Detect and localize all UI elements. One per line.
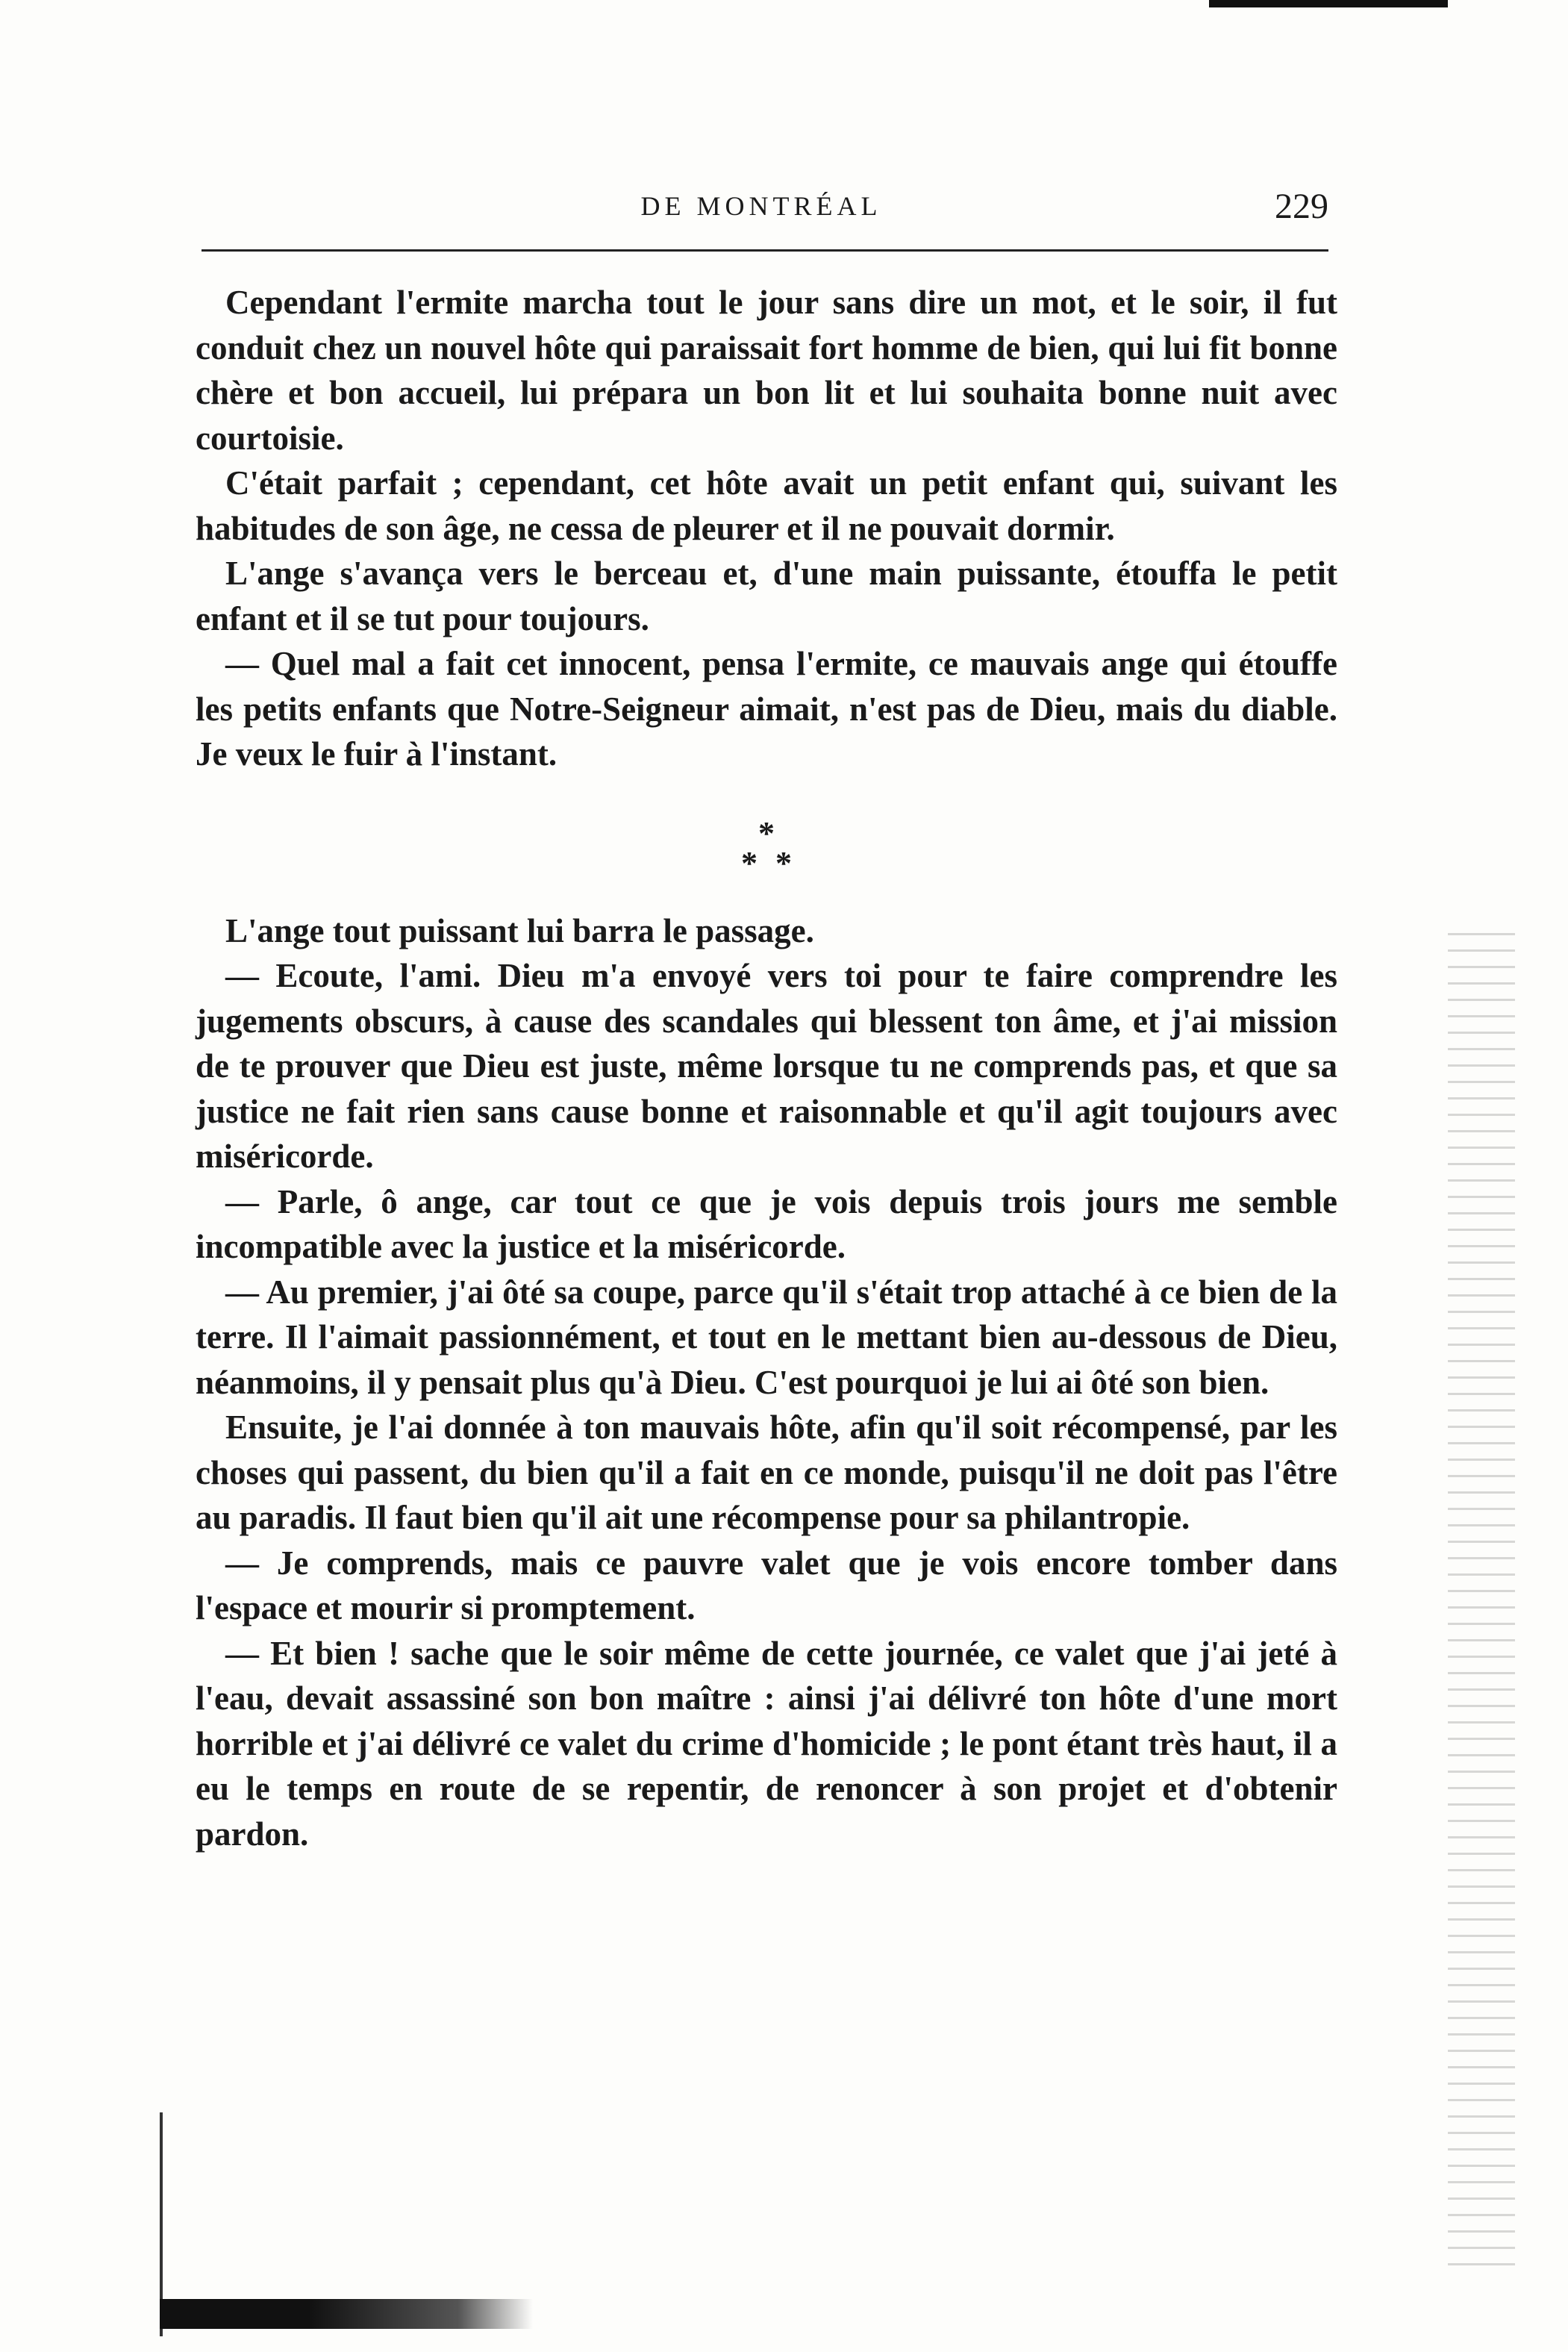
- paragraph: C'était parfait ; cependant, cet hôte avait un petit enfant qui, suivant les habitudes de son âge, ne cessa de pleurer et il ne pouvait dormir.: [196, 464, 1337, 547]
- page-header: [194, 187, 1328, 243]
- page-number: 229: [1275, 187, 1328, 226]
- paragraph: L'ange s'avança vers le berceau et, d'une main puissante, étouffa le petit enfant et il se tut pour toujours.: [196, 555, 1337, 637]
- scan-bottom-shadow: [160, 2299, 533, 2329]
- paragraph: — Et bien ! sache que le soir même de cette journée, ce valet que j'ai jeté à l'eau, devait assassiné son bon maître : ainsi j'ai délivré ton hôte d'une mort horrible et j'ai délivré ce valet du crime d'homicide ; le pont étant très haut, il a eu le temps en route de se repentir, de renoncer à son projet et d'obtenir pardon.: [196, 1634, 1337, 1853]
- paragraph: — Parle, ô ange, car tout ce que je vois depuis trois jours me semble incompatible avec la justice et la miséricorde.: [196, 1182, 1337, 1265]
- paragraph: — Ecoute, l'ami. Dieu m'a envoyé vers toi pour te faire comprendre les jugements obscurs, à cause des scandales qui blessent ton âme, et j'ai mission de te prouver que Dieu est juste, même lorsque tu ne comprends pas, et que sa justice ne fait rien sans cause bonne et raisonnable et qu'il agit toujours avec miséricorde.: [196, 957, 1337, 1175]
- paragraph: — Au premier, j'ai ôté sa coupe, parce qu'il s'était trop attaché à ce bien de la terre. Il l'aimait passionnément, et tout en le mettant bien au-dessous de Dieu, néanmoins, il y pensait plus qu'à Dieu. C'est pourquoi je lui ai ôté son bien.: [196, 1273, 1337, 1401]
- paragraph: — Quel mal a fait cet innocent, pensa l'ermite, ce mauvais ange qui étouffe les petits enfants que Notre-Seigneur aimait, n'est pas de Dieu, mais du diable. Je veux le fuir à l'instant.: [196, 645, 1337, 773]
- paragraph: Ensuite, je l'ai donnée à ton mauvais hôte, afin qu'il soit récompensé, par les choses qui passent, du bien qu'il a fait en ce monde, puisqu'il ne doit pas l'être au paradis. Il faut bien qu'il ait une récompense pour sa philantropie.: [196, 1409, 1337, 1536]
- running-title: DE MONTRÉAL: [640, 191, 882, 221]
- asterism-bottom: **: [741, 844, 810, 882]
- paragraph: — Je comprends, mais ce pauvre valet que je vois encore tomber dans l'espace et mourir si promptement.: [196, 1544, 1337, 1626]
- header-rule: [202, 249, 1328, 252]
- asterism-top: *: [758, 814, 775, 852]
- paragraph: L'ange tout puissant lui barra le passage.: [225, 911, 814, 949]
- scan-edge-mark: [1209, 0, 1448, 7]
- scan-margin-noise: [1448, 933, 1515, 2277]
- paragraph: Cependant l'ermite marcha tout le jour sans dire un mot, et le soir, il fut conduit chez un nouvel hôte qui paraissait fort homme de bien, qui lui fit bonne chère et bon accueil, lui prépara un bon lit et lui souhaita bonne nuit avec courtoisie.: [196, 284, 1337, 457]
- section-asterism: [196, 814, 1337, 882]
- body-text: [196, 280, 1337, 1856]
